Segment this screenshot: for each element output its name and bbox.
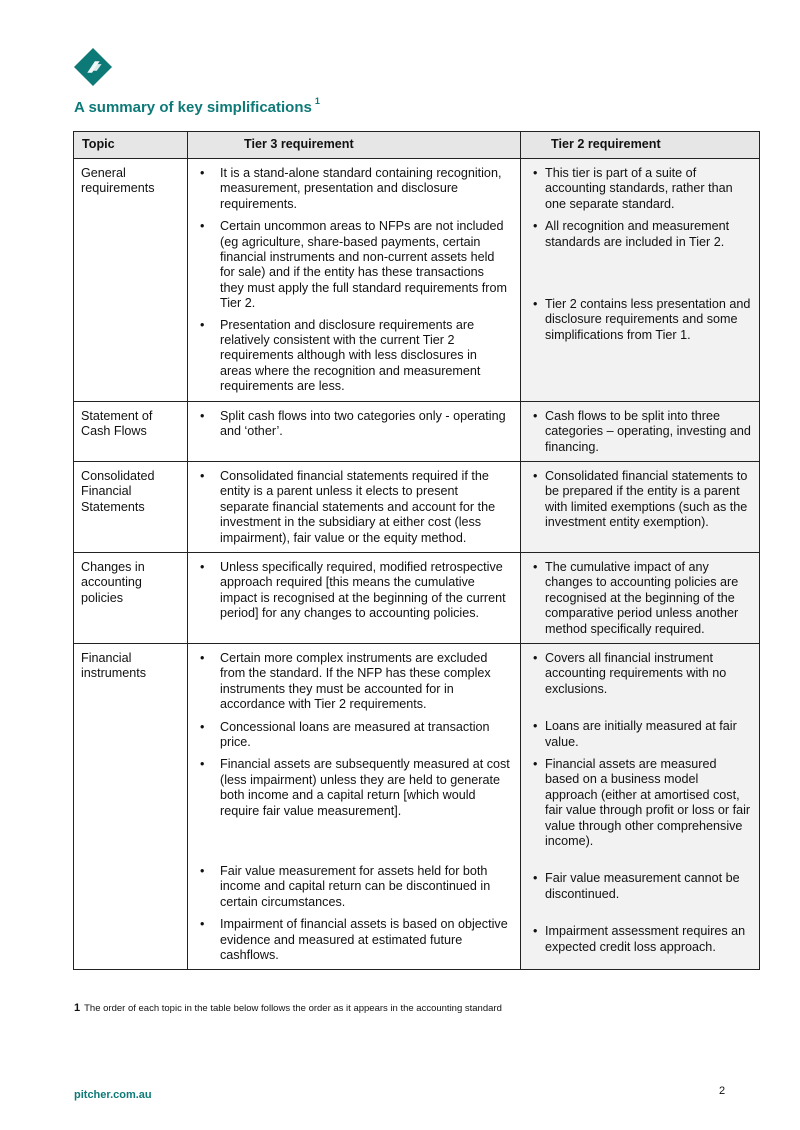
- simplifications-table: [73, 131, 760, 970]
- table-row: [74, 552, 760, 643]
- footnote-mark: 1: [74, 1002, 81, 1014]
- tier3-cell: [188, 461, 521, 552]
- tier3-cell: [188, 643, 521, 970]
- header-tier3: Tier 3 requirement: [188, 132, 521, 159]
- tier2-cell: [521, 552, 760, 643]
- list-item: • Presentation and disclosure requirements are relatively consistent with the current Tier 2 requirements although with less disclosures in areas where the recognition and measurement requirements are less.: [200, 318, 510, 395]
- header-topic: Topic: [74, 132, 188, 159]
- list-item: • Concessional loans are measured at transaction price.: [200, 720, 510, 751]
- page-number: 2: [719, 1085, 726, 1097]
- list-item: • Tier 2 contains less presentation and disclosure requirements and some simplifications from Tier 1.: [533, 297, 753, 343]
- list-item: • Certain more complex instruments are excluded from the standard. If the NFP has these complex instruments they must be accounted for in accordance with Tier 2 requirements.: [200, 651, 510, 713]
- header-tier2: Tier 2 requirement: [521, 132, 760, 159]
- footnote: [74, 1002, 502, 1014]
- table-header-row: [74, 132, 760, 159]
- list-item: • Unless specifically required, modified retrospective approach required [this means the cumulative impact is recognised at the beginning of the current period] for any changes to accounting policies.: [200, 560, 510, 622]
- row-topic: Financial instruments: [74, 643, 188, 970]
- list-item: • Financial assets are measured based on a business model approach (either at amortised cost, fair value through profit or loss or fair value through other comprehensive income).: [533, 757, 753, 849]
- table-row: [74, 461, 760, 552]
- footnote-text: The order of each topic in the table below follows the order as it appears in the accounting standard: [84, 1003, 502, 1014]
- list-item: • Consolidated financial statements required if the entity is a parent unless it elects to present separate financial statements and account for the investment in the subsidiary at either cost (less impairment), fair value or the equity method.: [200, 469, 510, 546]
- tier3-cell: [188, 401, 521, 461]
- list-item: • It is a stand-alone standard containing recognition, measurement, presentation and disclosure requirements.: [200, 166, 510, 212]
- page-title-text: A summary of key simplifications: [74, 99, 312, 116]
- list-item: • Loans are initially measured at fair value.: [533, 719, 753, 750]
- tier3-cell: [188, 159, 521, 402]
- table-row: [74, 643, 760, 970]
- list-item: • Consolidated financial statements to be prepared if the entity is a parent with limited exemptions (such as the investment entity exemption).: [533, 469, 753, 531]
- title-footnote-mark: 1: [314, 96, 320, 106]
- pitcher-diamond-logo-icon: [74, 48, 112, 86]
- list-item: • The cumulative impact of any changes to accounting policies are recognised at the beginning of the comparative period unless another method specifically required.: [533, 560, 753, 637]
- list-item: • Split cash flows into two categories only - operating and ‘other’.: [200, 409, 510, 440]
- list-item: • This tier is part of a suite of accounting standards, rather than one separate standard.: [533, 166, 753, 212]
- table-row: [74, 401, 760, 461]
- tier2-cell: [521, 643, 760, 970]
- list-item: • Fair value measurement for assets held for both income and capital return can be discontinued in certain circumstances.: [200, 864, 510, 910]
- list-item: • Certain uncommon areas to NFPs are not included (eg agriculture, share-based payments, certain financial instruments and non-current assets held for sale) and if the entity has these transactions they must apply the full standard requirements from Tier 2.: [200, 219, 510, 311]
- tier3-cell: [188, 552, 521, 643]
- table-row: [74, 159, 760, 402]
- row-topic: Statement of Cash Flows: [74, 401, 188, 461]
- row-topic: Consolidated Financial Statements: [74, 461, 188, 552]
- row-topic: General requirements: [74, 159, 188, 402]
- list-item: • Financial assets are subsequently measured at cost (less impairment) unless they are held to generate both income and a capital return [which would require fair value measurement].: [200, 757, 510, 819]
- tier2-cell: [521, 401, 760, 461]
- list-item: • Impairment assessment requires an expected credit loss approach.: [533, 924, 753, 955]
- page-title: [74, 98, 320, 116]
- list-item: • Covers all financial instrument accounting requirements with no exclusions.: [533, 651, 753, 697]
- tier2-cell: [521, 461, 760, 552]
- list-item: • Cash flows to be split into three categories – operating, investing and financing.: [533, 409, 753, 455]
- row-topic: Changes in accounting policies: [74, 552, 188, 643]
- list-item: • Impairment of financial assets is based on objective evidence and measured at estimated future cashflows.: [200, 917, 510, 963]
- list-item: • Fair value measurement cannot be discontinued.: [533, 871, 753, 902]
- footer-website-link[interactable]: pitcher.com.au: [74, 1089, 152, 1101]
- list-item: • All recognition and measurement standards are included in Tier 2.: [533, 219, 753, 250]
- tier2-cell: [521, 159, 760, 402]
